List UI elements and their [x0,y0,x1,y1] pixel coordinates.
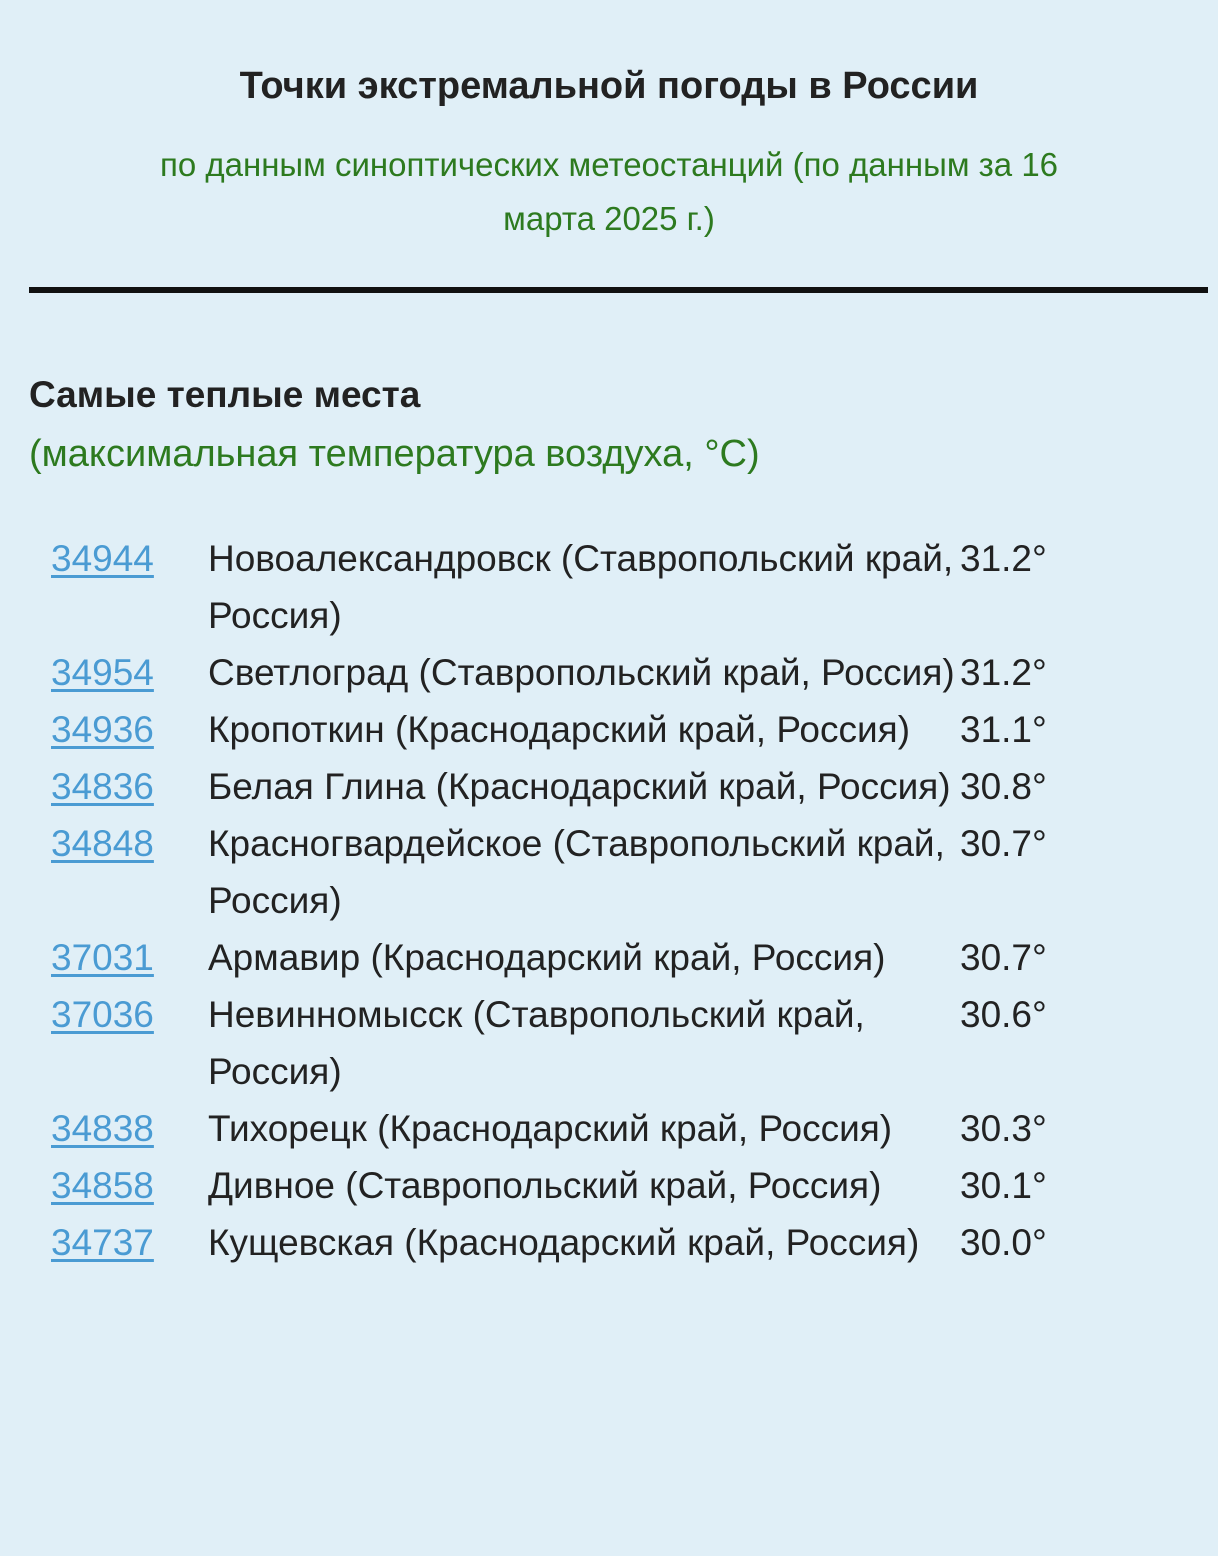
list-item [0,701,1218,758]
station-place: Невинномысск (Ставропольский край, Россия) [208,994,865,1092]
station-place: Белая Глина (Краснодарский край, Россия) [208,766,951,807]
station-link[interactable]: 34848 [51,823,154,864]
station-temperature: 30.3° [960,1108,1047,1149]
station-link[interactable]: 34836 [51,766,154,807]
page-subtitle: по данным синоптических метеостанций (по данным за 16 марта 2025 г.) [159,146,1059,237]
station-link[interactable]: 34838 [51,1108,154,1149]
station-place: Красногвардейское (Ставропольский край, Россия) [208,823,945,921]
station-temperature: 30.7° [960,823,1047,864]
list-item [0,1100,1218,1157]
list-item [0,758,1218,815]
station-place: Светлоград (Ставропольский край, Россия) [208,652,955,693]
station-place: Дивное (Ставропольский край, Россия) [208,1165,882,1206]
list-item [0,929,1218,986]
page-title: Точки экстремальной погоды в России [239,65,979,107]
station-temperature: 30.1° [960,1165,1047,1206]
station-link[interactable]: 37036 [51,994,154,1035]
station-link[interactable]: 34944 [51,538,154,579]
list-item [0,530,1218,644]
station-temperature: 30.0° [960,1222,1047,1263]
list-item [0,1157,1218,1214]
station-place: Кропоткин (Краснодарский край, Россия) [208,709,911,750]
list-item [0,986,1218,1100]
list-item [0,1214,1218,1271]
station-temperature: 30.7° [960,937,1047,978]
section-title: Самые теплые места [29,374,421,415]
station-link[interactable]: 34737 [51,1222,154,1263]
list-item [0,815,1218,929]
station-temperature: 30.8° [960,766,1047,807]
station-link[interactable]: 34954 [51,652,154,693]
warmest-places-list [0,530,1218,1271]
divider [29,287,1208,293]
list-item [0,644,1218,701]
station-temperature: 31.2° [960,652,1047,693]
station-place: Армавир (Краснодарский край, Россия) [208,937,886,978]
station-place: Новоалександровск (Ставропольский край, Россия) [208,538,954,636]
station-place: Кущевская (Краснодарский край, Россия) [208,1222,920,1263]
section-subtitle: (максимальная температура воздуха, °С) [29,433,760,475]
station-temperature: 31.2° [960,538,1047,579]
station-link[interactable]: 37031 [51,937,154,978]
station-link[interactable]: 34858 [51,1165,154,1206]
station-link[interactable]: 34936 [51,709,154,750]
station-temperature: 31.1° [960,709,1047,750]
station-place: Тихорецк (Краснодарский край, Россия) [208,1108,893,1149]
station-temperature: 30.6° [960,994,1047,1035]
